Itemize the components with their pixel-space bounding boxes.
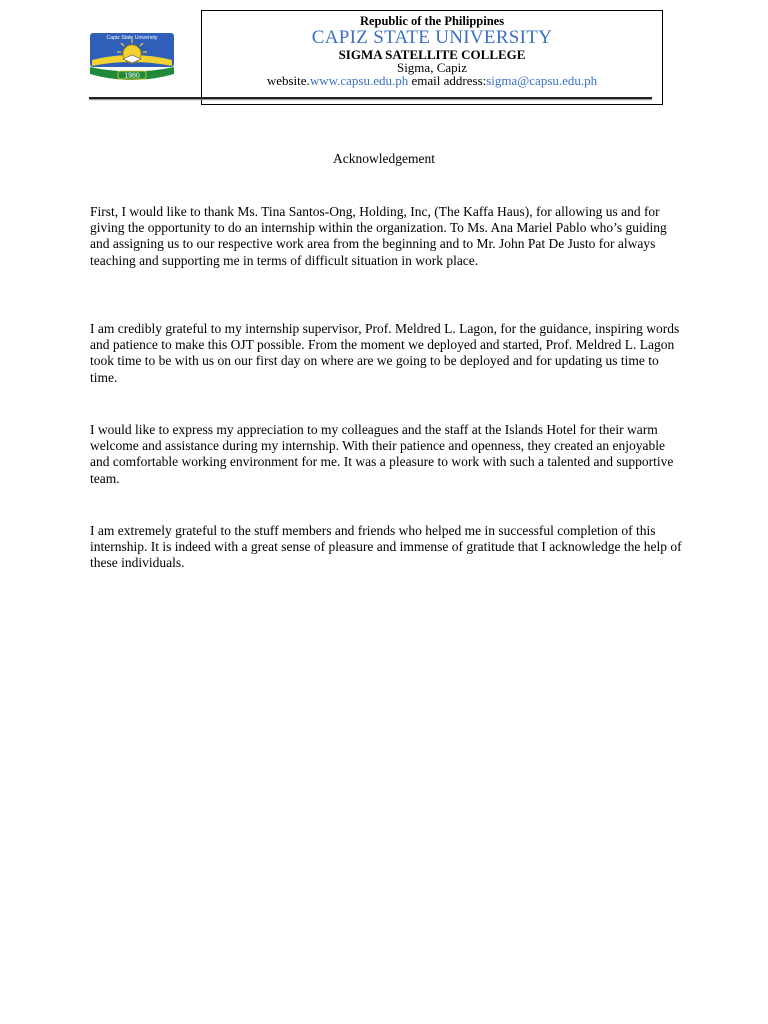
email-link[interactable]: sigma@capsu.edu.ph — [486, 73, 598, 88]
college-location: Sigma, Capiz — [396, 60, 468, 75]
letterhead-box — [201, 10, 663, 105]
svg-text:1980: 1980 — [124, 72, 140, 80]
university-name: CAPIZ STATE UNIVERSITY — [311, 27, 553, 48]
paragraph-4: I am extremely grateful to the stuff members and friends who helped me in successful completion of this internship. It is indeed with a great sense of pleasure and immense of gratitude that I acknowledge the help of these individuals. — [90, 523, 682, 571]
college-name: SIGMA SATELLITE COLLEGE — [338, 47, 526, 62]
paragraph-2: I am credibly grateful to my internship supervisor, Prof. Meldred L. Lagon, for the guidance, inspiring words and patience to make this OJT possible. From the moment we deployed and started, Prof. Meldred L. Lagon took time to be with us on our first day on where are we going to be deployed and for updating us time to time. — [90, 321, 680, 385]
header-divider — [89, 97, 652, 99]
page-title: Acknowledgement — [333, 151, 435, 166]
paragraph-1: First, I would like to thank Ms. Tina Santos-Ong, Holding, Inc, (The Kaffa Haus), for allowing us and for giving the opportunity to do an internship within the organization. To Ms. Ana Mariel Pablo who’s guiding and assigning us to our respective work area from the beginning and to Mr. John Pat De Justo for always teaching and supporting me in terms of difficult situation in work place. — [90, 204, 667, 268]
website-label: website. — [266, 73, 310, 88]
website-link[interactable]: www.capsu.edu.ph — [309, 73, 409, 88]
svg-text:Capiz State University: Capiz State University — [106, 35, 158, 41]
capsu-seal-icon — [88, 30, 176, 84]
paragraph-3: I would like to express my appreciation to my colleagues and the staff at the Islands Hotel for their warm welcome and assistance during my internship. With their patience and openness, they created an enjoyable and comfortable working environment for me. It was a pleasure to work with such a talented and supportive team. — [90, 422, 674, 486]
university-logo — [88, 30, 176, 84]
email-label: email address: — [408, 73, 487, 88]
republic-line: Republic of the Philippines — [359, 14, 505, 28]
contact-line — [202, 73, 662, 89]
